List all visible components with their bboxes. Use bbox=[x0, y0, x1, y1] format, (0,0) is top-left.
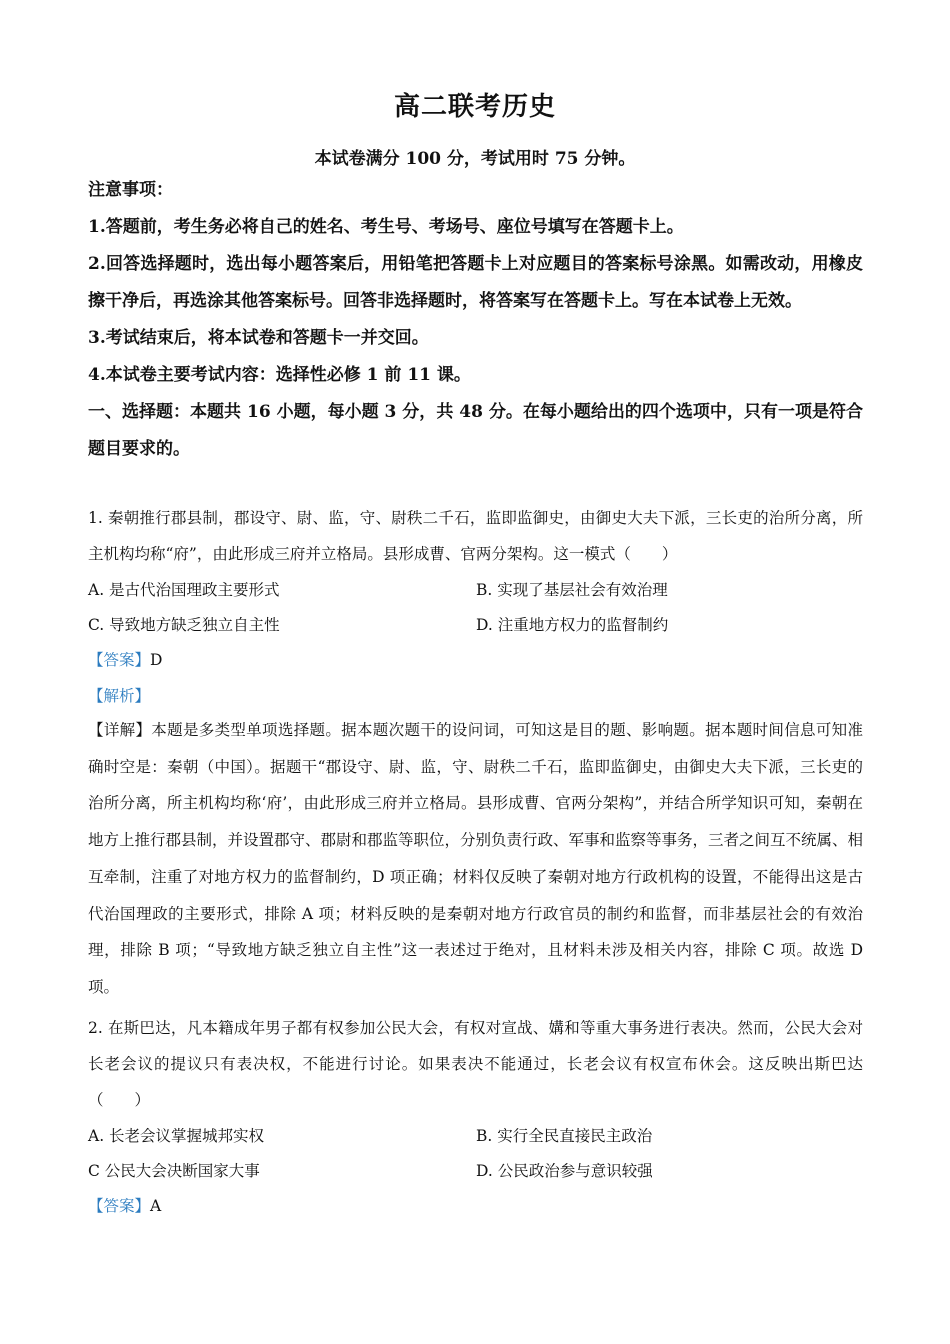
question-1-stem: 1. 秦朝推行郡县制，郡设守、尉、监，守、尉秩二千石，监即监御史，由御史大夫下派，三长吏的治所分离，所主机构均称“府”，由此形成三府并立格局。县形成曹、官两分架构。这一模式（ ） bbox=[88, 509, 863, 563]
question-2-options-row-1 bbox=[88, 1118, 863, 1154]
question-1-analysis-tag bbox=[88, 678, 150, 714]
question-2-option-d: D. 公民政治参与意识较强 bbox=[476, 1162, 653, 1180]
question-2-option-c: C 公民大会决断国家大事 bbox=[88, 1162, 260, 1180]
question-2-option-b: B. 实行全民直接民主政治 bbox=[476, 1127, 653, 1145]
question-2-stem: 2. 在斯巴达，凡本籍成年男子都有权参加公民大会，有权对宣战、媾和等重大事务进行表决。然而，公民大会对长老会议的提议只有表决权，不能进行讨论。如果表决不能通过，长老会议有权宣布休会。这反映出斯巴达（ ） bbox=[88, 1019, 863, 1109]
question-1-option-c: C. 导致地方缺乏独立自主性 bbox=[88, 616, 280, 634]
question-1-options-row-1 bbox=[88, 572, 863, 608]
notice-item-3: 3.考试结束后，将本试卷和答题卡一并交回。 bbox=[88, 328, 429, 348]
notice-item-2: 2.回答选择题时，选出每小题答案后，用铅笔把答题卡上对应题目的答案标号涂黑。如需改动，用橡皮擦干净后，再选涂其他答案标号。回答非选择题时，将答案写在答题卡上。写在本试卷上无效。 bbox=[88, 254, 863, 311]
notice-item-1: 1.答题前，考生务必将自己的姓名、考生号、考场号、座位号填写在答题卡上。 bbox=[88, 217, 684, 237]
answer-value: D bbox=[150, 651, 163, 669]
question-1-option-b: B. 实现了基层社会有效治理 bbox=[476, 581, 668, 599]
answer-tag: 【答案】 bbox=[88, 1197, 151, 1215]
analysis-tag: 【解析】 bbox=[88, 687, 151, 705]
notice-section bbox=[88, 172, 863, 468]
exam-subtitle: 本试卷满分 100 分，考试用时 75 分钟。 bbox=[314, 149, 636, 169]
section-heading: 一、选择题：本题共 16 小题，每小题 3 分，共 48 分。在每小题给出的四个选项中，只有一项是符合题目要求的。 bbox=[88, 402, 863, 459]
question-2-options-row-2 bbox=[88, 1153, 863, 1189]
question-1-option-d: D. 注重地方权力的监督制约 bbox=[476, 616, 669, 634]
question-2-option-a: A. 长老会议掌握城邦实权 bbox=[88, 1127, 265, 1145]
page-title: 高二联考历史 bbox=[393, 92, 556, 122]
answer-value: A bbox=[150, 1197, 162, 1215]
question-1-explanation bbox=[88, 712, 863, 1006]
detail-tag: 【详解】 bbox=[88, 721, 152, 739]
question-2-answer bbox=[88, 1188, 161, 1224]
detail-text: 本题是多类型单项选择题。据本题次题干的设问词，可知这是目的题、影响题。据本题时间信息可知准确时空是：秦朝（中国）。据题干“郡设守、尉、监，守、尉秩二千石，监即监御史，由御史大夫下派，三长吏的治所分离，所主机构均称‘府’，由此形成三府并立格局。县形成曹、官两分架构”，并结合所学知识可知，秦朝在地方上推行郡县制，并设置郡守、郡尉和郡监等职位，分别负责行政、军事和监察等事务，三者之间互不统属、相互牵制，注重了对地方权力的监督制约，D 项正确；材料仅反映了秦朝对地方行政机构的设置，不能得出这是古代治国理政的主要形式，排除 A 项；材料反映的是秦朝对地方行政官员的制约和监督，而非基层社会的有效治理，排除 B 项；“导致地方缺乏独立自主性”这一表述过于绝对，且材料未涉及相关内容，排除 C 项。故选 D 项。 bbox=[88, 721, 864, 996]
notice-item-4: 4.本试卷主要考试内容：选择性必修 1 前 11 课。 bbox=[88, 365, 471, 385]
question-1-answer bbox=[88, 642, 162, 678]
question-1-option-a: A. 是古代治国理政主要形式 bbox=[88, 581, 280, 599]
question-1-options-row-2 bbox=[88, 607, 863, 643]
answer-tag: 【答案】 bbox=[88, 651, 151, 669]
notice-heading: 注意事项： bbox=[88, 180, 173, 200]
